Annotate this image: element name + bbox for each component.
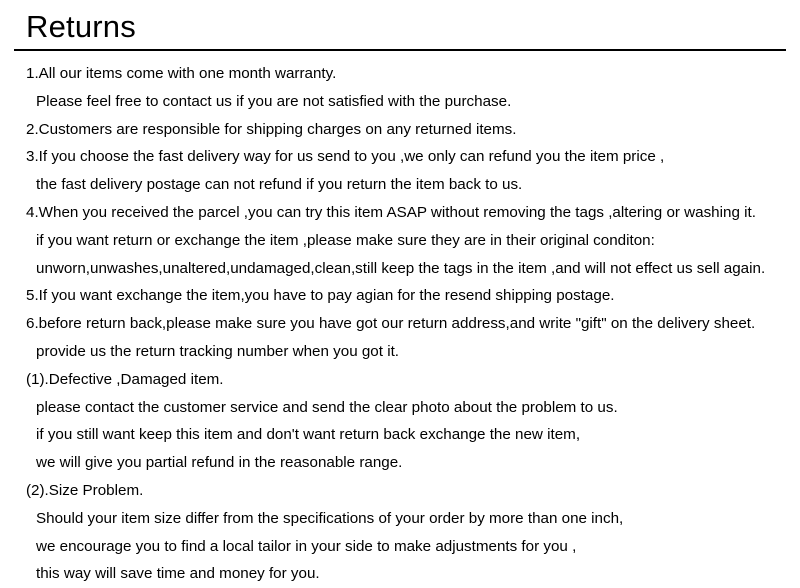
policy-line: unworn,unwashes,unaltered,undamaged,clean,still keep the tags in the item ,and will not effect us sell again. <box>36 259 766 277</box>
policy-line: (2).Size Problem. <box>26 481 144 499</box>
policy-line: this way will save time and money for you. <box>36 565 320 583</box>
policy-line: provide us the return tracking number when you got it. <box>36 342 400 360</box>
policy-line: if you still want keep this item and don't want return back exchange the new item, <box>36 426 581 444</box>
policy-line: 2.Customers are responsible for shipping charges on any returned items. <box>26 120 517 138</box>
policy-line: Should your item size differ from the specifications of your order by more than one inch, <box>36 509 624 527</box>
policy-line: we will give you partial refund in the reasonable range. <box>36 454 403 472</box>
policy-line: the fast delivery postage can not refund if you return the item back to us. <box>36 176 523 194</box>
policy-line: 5.If you want exchange the item,you have to pay agian for the resend shipping postage. <box>26 287 615 305</box>
page-title: Returns <box>26 9 136 44</box>
policy-line: Please feel free to contact us if you are not satisfied with the purchase. <box>36 92 512 110</box>
title-divider <box>14 49 786 51</box>
policy-line: 3.If you choose the fast delivery way for us send to you ,we only can refund you the item price , <box>26 148 665 166</box>
policy-line: 4.When you received the parcel ,you can try this item ASAP without removing the tags ,altering or washing it. <box>26 203 756 221</box>
policy-line: (1).Defective ,Damaged item. <box>26 370 224 388</box>
policy-line: we encourage you to find a local tailor in your side to make adjustments for you , <box>36 537 577 555</box>
policy-line: if you want return or exchange the item ,please make sure they are in their original conditon: <box>36 231 655 249</box>
policy-line: 1.All our items come with one month warranty. <box>26 65 337 82</box>
policy-line: please contact the customer service and send the clear photo about the problem to us. <box>36 398 618 416</box>
policy-text-block <box>14 60 786 588</box>
policy-line: 6.before return back,please make sure you have got our return address,and write "gift" on the delivery sheet. <box>26 315 756 333</box>
